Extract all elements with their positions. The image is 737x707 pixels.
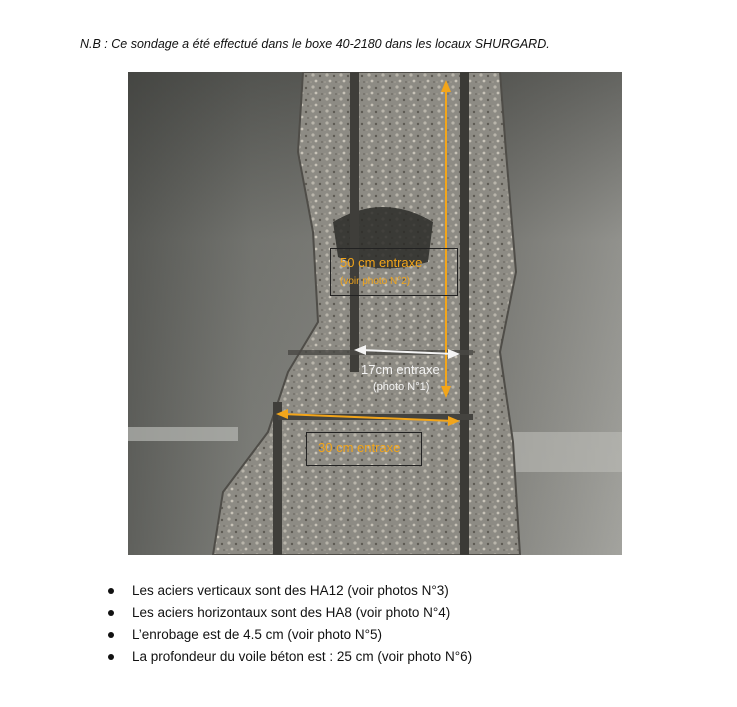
list-item-text: La profondeur du voile béton est : 25 cm (voir photo N°6) bbox=[132, 649, 473, 664]
findings-list bbox=[108, 580, 472, 668]
concrete-wall-photo bbox=[128, 72, 622, 555]
list-item bbox=[108, 580, 472, 602]
list-item bbox=[108, 602, 472, 624]
bullet-icon bbox=[108, 610, 114, 616]
note-text: N.B : Ce sondage a été effectué dans le boxe 40-2180 dans les locaux SHURGARD. bbox=[80, 37, 550, 51]
vertical-spacing-label: 50 cm entraxe bbox=[340, 255, 423, 270]
list-item-text: Les aciers verticaux sont des HA12 (voir photos N°3) bbox=[132, 583, 449, 598]
bullet-icon bbox=[108, 588, 114, 594]
horizontal-spacing-ref: (photo N°1) bbox=[373, 381, 430, 393]
list-item-text: L’enrobage est de 4.5 cm (voir photo N°5) bbox=[132, 627, 383, 642]
vertical-spacing-ref: (voir photo N°2) bbox=[340, 276, 411, 287]
bullet-icon bbox=[108, 654, 114, 660]
bottom-spacing-label: 30 cm entraxe bbox=[318, 440, 401, 455]
list-item bbox=[108, 624, 472, 646]
bullet-icon bbox=[108, 632, 114, 638]
horizontal-spacing-label: 17cm entraxe bbox=[361, 362, 440, 377]
list-item-text: Les aciers horizontaux sont des HA8 (voir photo N°4) bbox=[132, 605, 451, 620]
list-item bbox=[108, 646, 472, 668]
